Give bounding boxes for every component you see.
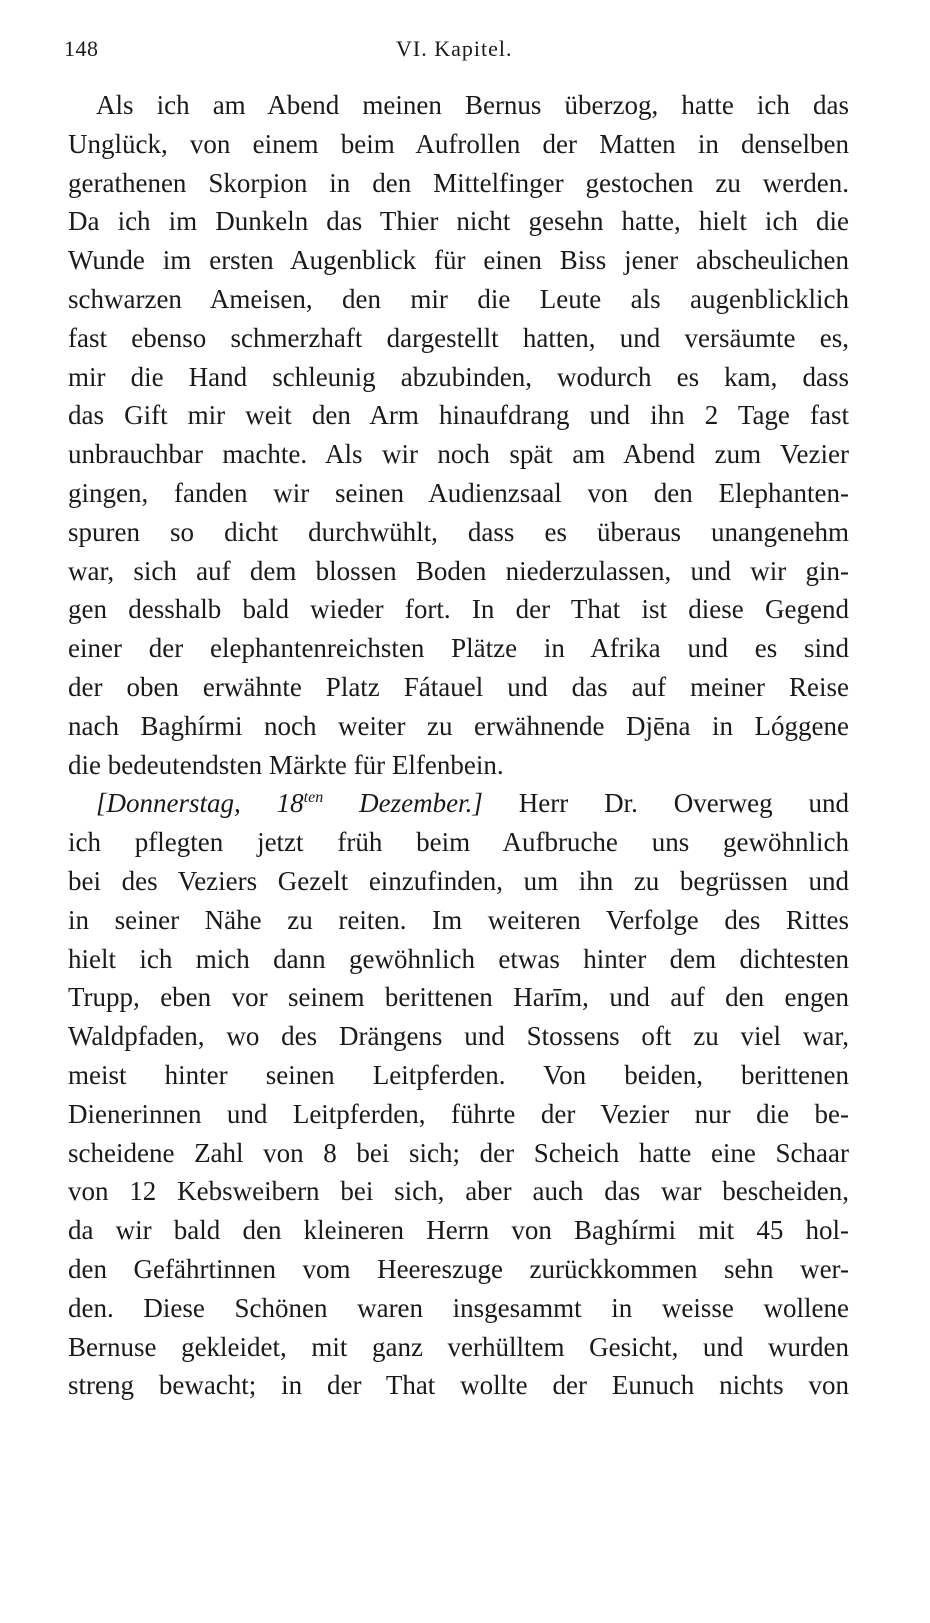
page-number: 148 xyxy=(64,36,99,61)
text-line: fast ebenso schmerzhaft dargestellt hatten, und versäumte es, xyxy=(68,322,849,353)
text-line: mir die Hand schleunig abzubinden, wodurch es kam, dass xyxy=(68,361,849,392)
text-line: gingen, fanden wir seinen Audienzsaal von den Elephanten- xyxy=(68,477,849,508)
text-line: Als ich am Abend meinen Bernus überzog, hatte ich das xyxy=(96,90,849,120)
text-line: war, sich auf dem blossen Boden niederzulassen, und wir gin- xyxy=(68,555,849,586)
text-line: Dienerinnen und Leitpferden, führte der Vezier nur die be- xyxy=(68,1098,849,1129)
text-line: von 12 Kebsweibern bei sich, aber auch das war bescheiden, xyxy=(68,1176,849,1207)
text-line: einer der elephantenreichsten Plätze in Afrika und es sind xyxy=(68,633,849,664)
text-line: gen desshalb bald wieder fort. In der That ist diese Gegend xyxy=(68,594,849,625)
text-line: den Gefährtinnen vom Heereszuge zurückkommen sehn wer- xyxy=(68,1253,849,1284)
date-day-suffix: ten xyxy=(303,789,324,807)
text-line: schwarzen Ameisen, den mir die Leute als augenblicklich xyxy=(68,283,849,314)
text-line: Trupp, eben vor seinem berittenen Harīm, und auf den engen xyxy=(68,982,849,1013)
body-text xyxy=(68,86,849,1405)
text-line: unbrauchbar machte. Als wir noch spät am Abend zum Vezier xyxy=(68,439,849,470)
paragraph-2-first-line xyxy=(68,784,849,823)
text-line: Da ich im Dunkeln das Thier nicht gesehn hatte, hielt ich die xyxy=(68,206,849,237)
page-header xyxy=(64,36,854,66)
text-line: Unglück, von einem beim Aufrollen der Matten in denselben xyxy=(68,128,849,159)
date-day: $18^{ten}$ xyxy=(276,788,324,819)
text-line: gerathenen Skorpion in den Mittelfinger gestochen zu werden. xyxy=(68,167,849,198)
text-line: das Gift mir weit den Arm hinaufdrang und ihn 2 Tage fast xyxy=(68,400,849,431)
date-open: [Donnerstag, xyxy=(96,788,241,819)
text-line: scheidene Zahl von 8 bei sich; der Scheich hatte eine Schaar xyxy=(68,1137,849,1168)
text-line: ich pflegten jetzt früh beim Aufbruche uns gewöhnlich xyxy=(68,827,849,858)
text-line: streng bewacht; in der That wollte der Eunuch nichts von xyxy=(68,1370,849,1401)
first-line-rest: Herr Dr. Overweg und xyxy=(518,788,850,819)
chapter-running-head: VI. Kapitel. xyxy=(396,36,513,61)
paragraph-2 xyxy=(68,784,849,1405)
text-line: der oben erwähnte Platz Fátauel und das auf meiner Reise xyxy=(68,671,849,702)
text-line: da wir bald den kleineren Herrn von Baghírmi mit 45 hol- xyxy=(68,1215,849,1246)
text-line: in seiner Nähe zu reiten. Im weiteren Verfolge des Rittes xyxy=(68,904,849,935)
text-line: den. Diese Schönen waren insgesammt in weisse wollene xyxy=(68,1292,849,1323)
text-line: Bernuse gekleidet, mit ganz verhülltem Gesicht, und wurden xyxy=(68,1331,849,1362)
paragraph-1 xyxy=(68,86,849,784)
text-line: hielt ich mich dann gewöhnlich etwas hinter dem dichtesten xyxy=(68,943,849,974)
text-line: Wunde im ersten Augenblick für einen Biss jener abscheulichen xyxy=(68,245,849,276)
text-line: die bedeutendsten Märkte für Elfenbein. xyxy=(68,749,504,780)
text-line: bei des Veziers Gezelt einzufinden, um ihn zu begrüssen und xyxy=(68,865,849,896)
text-line: meist hinter seinen Leitpferden. Von beiden, berittenen xyxy=(68,1059,849,1090)
date-month: Dezember.] xyxy=(359,788,483,819)
text-line: spuren so dicht durchwühlt, dass es überaus unangenehm xyxy=(68,516,849,547)
text-line: Waldpfaden, wo des Drängens und Stossens oft zu viel war, xyxy=(68,1021,849,1052)
text-line: nach Baghírmi noch weiter zu erwähnende Djēna in Lóggene xyxy=(68,710,849,741)
